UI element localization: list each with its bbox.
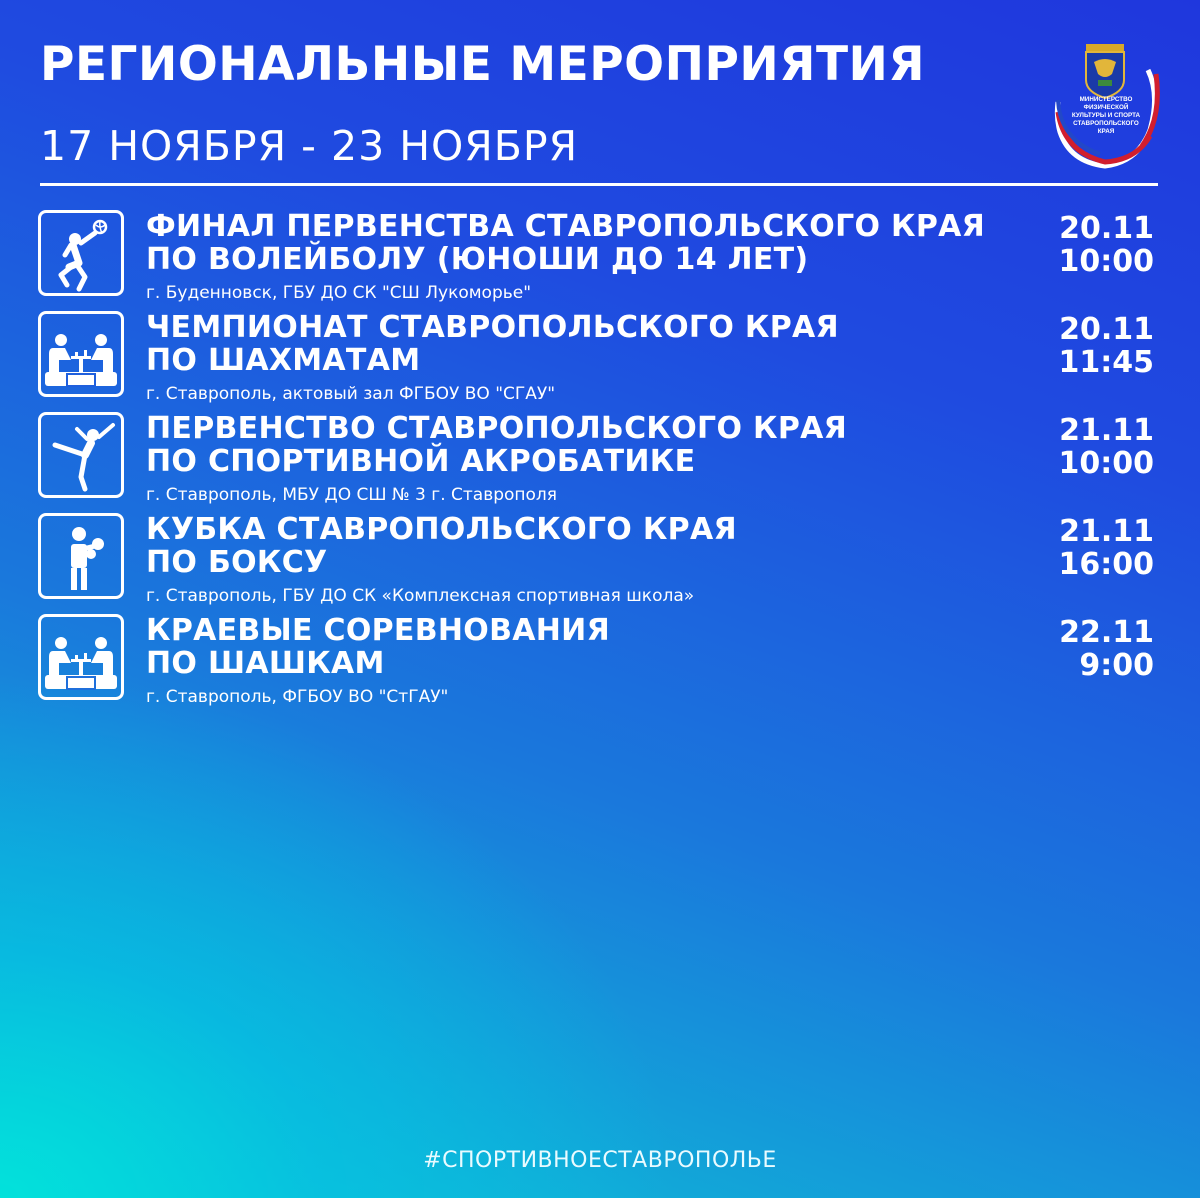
event-item [38,513,1158,605]
event-venue: г. Ставрополь, МБУ ДО СШ № 3 г. Ставрополя [146,485,558,505]
event-icon-frame [38,210,124,296]
event-title-line1: ЧЕМПИОНАТ СТАВРОПОЛЬСКОГО КРАЯ [146,310,839,345]
event-venue: г. Ставрополь, ФГБОУ ВО "СтГАУ" [146,687,449,707]
event-date: 21.11 [1059,514,1154,549]
event-time: 16:00 [1058,547,1154,582]
event-datetime [1004,616,1154,682]
boxing-icon [41,516,121,596]
volleyball-icon [41,213,121,293]
event-item [38,311,1158,403]
event-date: 21.11 [1059,413,1154,448]
page-title: РЕГИОНАЛЬНЫЕ МЕРОПРИЯТИЯ [40,37,926,92]
event-date: 20.11 [1059,211,1154,246]
event-venue: г. Ставрополь, ГБУ ДО СК «Комплексная спортивная школа» [146,586,695,606]
event-icon-frame [38,412,124,498]
event-title [146,209,986,277]
event-time: 11:45 [1058,345,1154,380]
event-title [146,513,966,579]
event-title-line2: ПО ШАШКАМ [146,646,385,681]
event-time: 10:00 [1058,446,1154,481]
event-item [38,614,1158,706]
checkers-icon [41,617,121,697]
event-datetime [1004,313,1154,379]
event-item [38,210,1158,302]
event-title-line1: ПЕРВЕНСТВО СТАВРОПОЛЬСКОГО КРАЯ [146,411,848,446]
event-icon-frame [38,513,124,599]
event-title-line1: КРАЕВЫЕ СОРЕВНОВАНИЯ [146,613,610,648]
header-divider [40,183,1158,186]
event-icon-frame [38,311,124,397]
event-title-line1: КУБКА СТАВРОПОЛЬСКОГО КРАЯ [146,512,737,547]
event-date: 20.11 [1059,312,1154,347]
event-title [146,412,966,478]
event-title [146,614,966,680]
event-time: 9:00 [1079,648,1154,683]
hashtag: #СПОРТИВНОЕСТАВРОПОЛЬЕ [423,1148,777,1173]
event-date: 22.11 [1059,615,1154,650]
event-venue: г. Ставрополь, актовый зал ФГБОУ ВО "СГАУ" [146,384,556,404]
event-title-line2: ПО БОКСУ [146,545,328,580]
ministry-name: МИНИСТЕРСТВО ФИЗИЧЕСКОЙ КУЛЬТУРЫ И СПОРТА СТАВРОПОЛЬСКОГО КРАЯ [1071,96,1141,135]
date-range: 17 НОЯБРЯ - 23 НОЯБРЯ [40,122,579,170]
coat-of-arms-icon [1086,44,1124,98]
event-title-line1: ФИНАЛ ПЕРВЕНСТВА СТАВРОПОЛЬСКОГО КРАЯ [146,209,986,244]
event-icon-frame [38,614,124,700]
event-title [146,311,966,377]
event-item [38,412,1158,504]
event-datetime [1004,414,1154,480]
event-title-line2: ПО ВОЛЕЙБОЛУ (ЮНОШИ ДО 14 ЛЕТ) [146,242,809,277]
event-datetime [1004,212,1154,278]
event-title-line2: ПО СПОРТИВНОЙ АКРОБАТИКЕ [146,444,696,479]
chess-icon [41,314,121,394]
event-datetime [1004,515,1154,581]
event-title-line2: ПО ШАХМАТАМ [146,343,421,378]
event-venue: г. Буденновск, ГБУ ДО СК "СШ Лукоморье" [146,283,532,303]
acrobatics-icon [41,415,121,495]
event-time: 10:00 [1058,244,1154,279]
